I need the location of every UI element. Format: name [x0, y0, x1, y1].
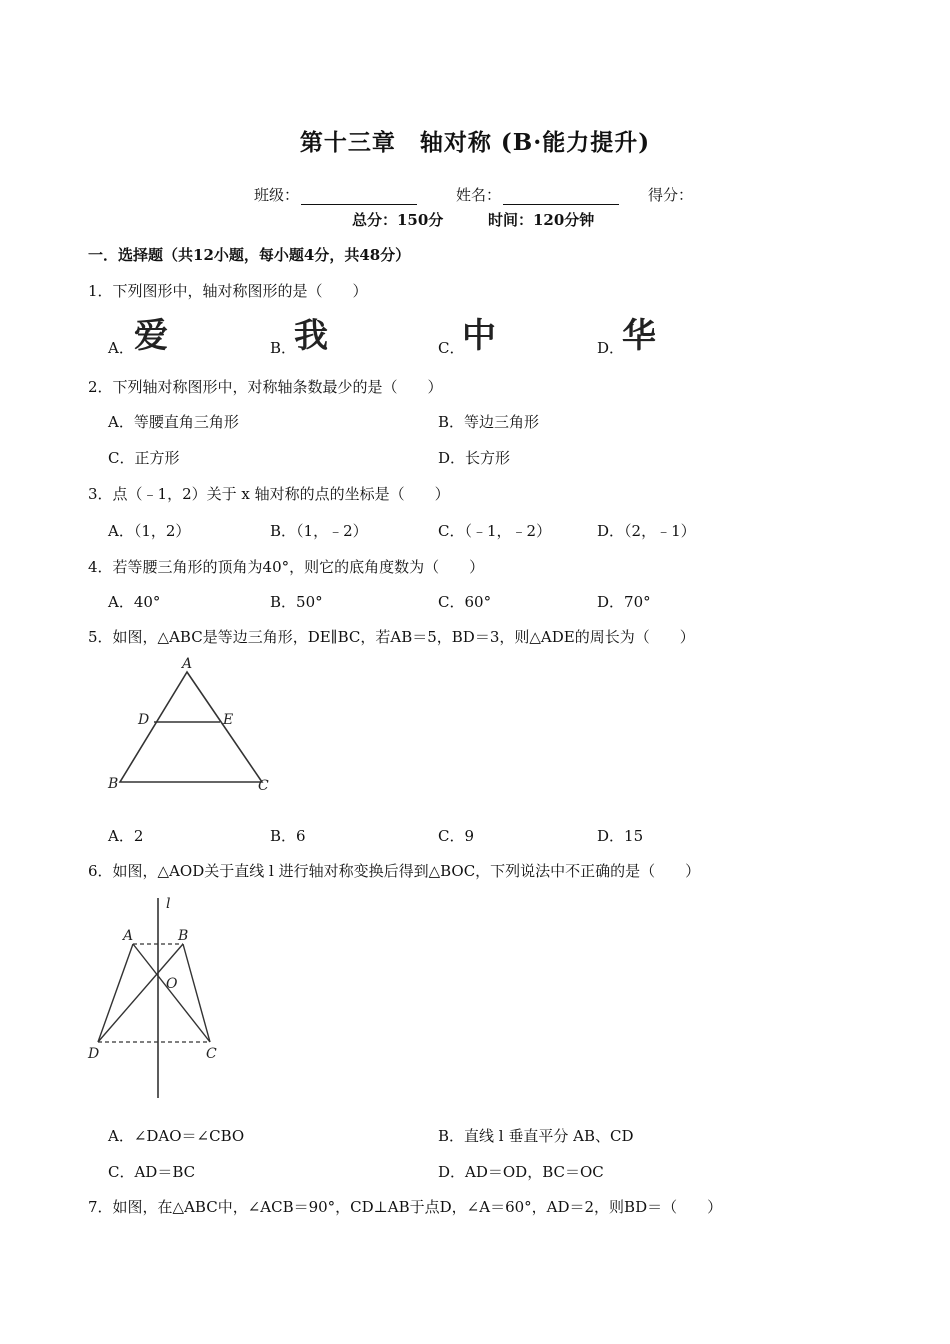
name-label: 姓名： — [456, 186, 502, 204]
q3-option-a: A．（1，2） — [108, 522, 191, 540]
question-2-stem: 2．下列轴对称图形中，对称轴条数最少的是（ ） — [88, 378, 443, 396]
q4-option-c: C．60° — [438, 593, 492, 611]
q5-option-a: A．2 — [108, 827, 144, 845]
segment-bd — [98, 944, 183, 1042]
label-d: D — [138, 712, 150, 728]
name-field — [456, 184, 619, 205]
label-b: B — [178, 928, 189, 944]
q5-option-b: B．6 — [270, 827, 306, 845]
exam-time: 时间：120分钟 — [488, 211, 595, 229]
q1-char-a: 爱 — [134, 316, 168, 356]
question-7-stem: 7．如图，在△ABC中，∠ACB＝90°，CD⊥AB于点D，∠A＝60°，AD＝2，则BD＝（ ） — [88, 1198, 723, 1216]
q6-option-d: D．AD＝OD，BC＝OC — [438, 1163, 604, 1181]
q2-option-d: D．长方形 — [438, 449, 511, 467]
q1-option-b: B． — [270, 339, 297, 357]
q3-option-d: D．（2，﹣1） — [597, 522, 696, 540]
q5-option-c: C．9 — [438, 827, 475, 845]
q4-option-b: B．50° — [270, 593, 323, 611]
q1-char-c: 中 — [462, 316, 496, 356]
label-a: A — [123, 928, 134, 944]
q6-option-a: A．∠DAO＝∠CBO — [108, 1127, 245, 1145]
segment-ad — [98, 944, 133, 1042]
class-field — [254, 184, 417, 205]
label-l: l — [166, 896, 171, 912]
question-3-stem: 3．点（﹣1，2）关于 x 轴对称的点的坐标是（ ） — [88, 485, 450, 503]
label-c: C — [206, 1046, 217, 1062]
q3-option-c: C．（﹣1，﹣2） — [438, 522, 552, 540]
name-blank[interactable] — [503, 188, 619, 205]
class-label: 班级： — [254, 186, 300, 204]
question-4-stem: 4．若等腰三角形的顶角为40°，则它的底角度数为（ ） — [88, 558, 485, 576]
q1-option-c: C． — [438, 339, 465, 357]
q1-option-d: D． — [597, 339, 625, 357]
segment-bc — [183, 944, 210, 1042]
q1-option-a: A． — [108, 339, 134, 357]
page-title: 第十三章 轴对称 (B·能力提升) — [299, 129, 651, 156]
q4-option-a: A．40° — [108, 593, 161, 611]
score-label: 得分： — [648, 186, 694, 204]
q1-char-d: 华 — [622, 316, 656, 356]
q4-option-d: D．70° — [597, 593, 651, 611]
label-e: E — [223, 712, 234, 728]
label-o: O — [166, 976, 178, 992]
label-d: D — [88, 1046, 100, 1062]
q2-option-b: B．等边三角形 — [438, 413, 540, 431]
q1-char-b: 我 — [294, 316, 328, 356]
q2-option-a: A．等腰直角三角形 — [108, 413, 239, 431]
label-c: C — [258, 778, 269, 794]
class-blank[interactable] — [301, 188, 417, 205]
question-1-stem: 1．下列图形中，轴对称图形的是（ ） — [88, 282, 368, 300]
q5-option-d: D．15 — [597, 827, 644, 845]
segment-ac — [133, 944, 210, 1042]
q6-option-c: C．AD＝BC — [108, 1163, 196, 1181]
total-score: 总分：150分 — [352, 211, 444, 229]
q6-trapezoid-figure — [80, 890, 240, 1105]
question-6-stem: 6．如图，△AOD关于直线 l 进行轴对称变换后得到△BOC，下列说法中不正确的是（ ） — [88, 862, 701, 880]
section-heading: 一．选择题（共12小题，每小题4分，共48分） — [88, 246, 411, 264]
label-b: B — [108, 776, 119, 792]
q5-triangle-figure — [100, 652, 290, 802]
q3-option-b: B．（1，﹣2） — [270, 522, 368, 540]
q6-option-b: B．直线 l 垂直平分 AB、CD — [438, 1127, 634, 1145]
label-a: A — [182, 656, 193, 672]
q2-option-c: C．正方形 — [108, 449, 180, 467]
question-5-stem: 5．如图，△ABC是等边三角形，DE∥BC，若AB＝5，BD＝3，则△ADE的周长为（ ） — [88, 628, 695, 646]
